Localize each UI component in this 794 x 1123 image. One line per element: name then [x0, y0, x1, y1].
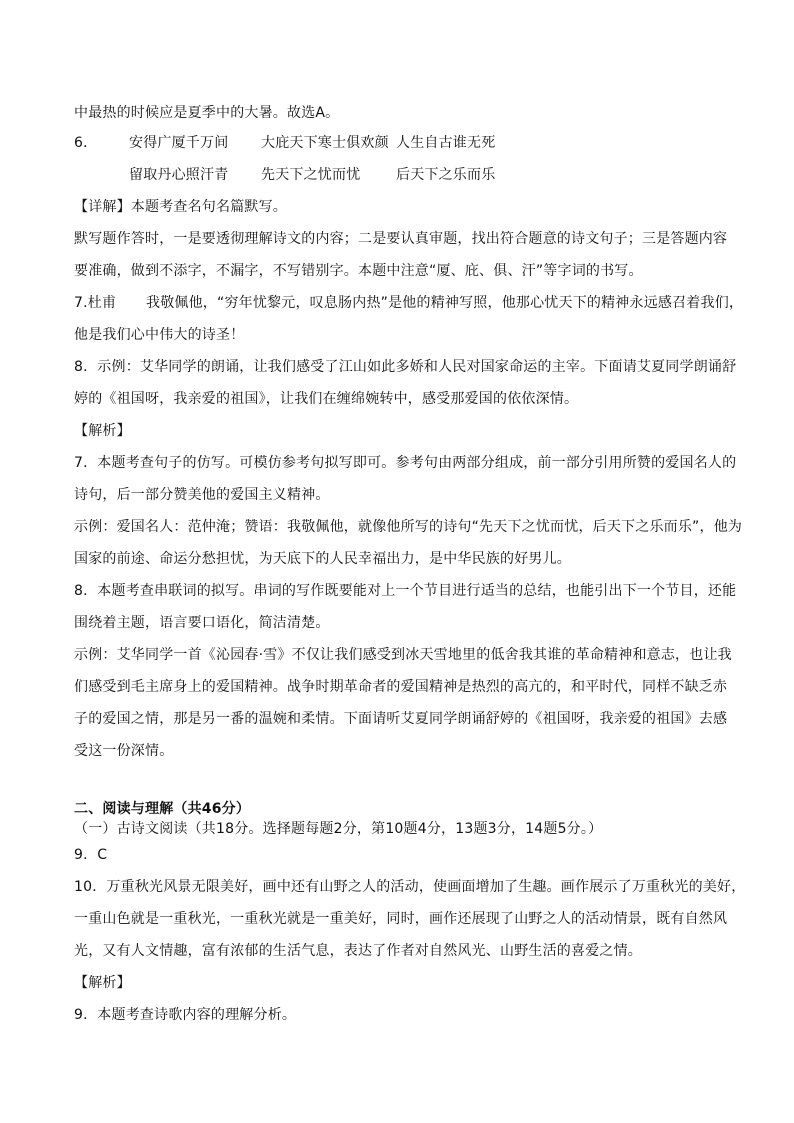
answer-text-line: 默写题作答时，一是要透彻理解诗文的内容；二是要认真审题，找出符合题意的诗文句子；三是答题内容	[74, 231, 728, 247]
answer-text-line: 示例：艾华同学一首《沁园春·雪》不仅让我们感受到冰天雪地里的低舍我其谁的革命精神和意志，也让我	[74, 647, 732, 663]
answer-text-line: 要准确，做到不添字，不漏字，不写错别字。本题中注意“厦、庇、俱、汗”等字词的书写。	[74, 263, 643, 279]
answer-text-line: 示例：爱国名人：范仲淹；赞语：我敬佩他，就像他所写的诗句“先天下之忧而忧，后天下之乐而乐”，他为	[74, 519, 743, 535]
answer-text-line: 7．本题考查句子的仿写。可模仿参考句拟写即可。参考句由两部分组成，前一部分引用所赞的爱国名人的	[74, 455, 737, 471]
question-number: 7.杜甫	[74, 295, 117, 311]
answer-text-line: 诗句，后一部分赞美他的爱国主义精神。	[74, 487, 330, 503]
answer-cell: 后天下之乐而乐	[396, 167, 496, 183]
answer-text-line: 他是我们心中伟大的诗圣！	[74, 327, 245, 343]
question-6-answers-row-2	[74, 166, 734, 184]
analysis-heading: 【解析】	[74, 423, 131, 439]
answer-text: 我敬佩他，“穷年忧黎元，叹息肠内热”是他的精神写照，他那心忧天下的精神永远感召着我们，	[146, 295, 744, 311]
answer-cell: 大庇天下寒士俱欢颜	[261, 135, 389, 151]
answer-text-line: 国家的前途、命运分愁担忧，为天底下的人民幸福出力，是中华民族的好男儿。	[74, 551, 571, 567]
question-7-answer-line	[74, 294, 744, 312]
answer-text-line: 围绕着主题，语言要口语化，简洁清楚。	[74, 615, 330, 631]
answer-cell: 人生自古谁无死	[396, 135, 496, 151]
answer-text-line: 9．本题考查诗歌内容的理解分析。	[74, 1007, 297, 1023]
section-heading: 二、阅读与理解（共46分）	[74, 801, 251, 817]
answer-text-line: 一重山色就是一重秋光，一重秋光就是一重美好，同时，画作还展现了山野之人的活动情景，既有自然风	[74, 911, 728, 927]
subsection-heading: （一）古诗文阅读（共18分。选择题每题2分，第10题4分，13题3分，14题5分。）	[74, 821, 603, 837]
answer-cell: 留取丹心照汗青	[129, 167, 229, 183]
question-6-answers-row-1	[74, 134, 734, 152]
answer-text-line: 婷的《祖国呀，我亲爱的祖国》，让我们在缠绵婉转中，感受那爱国的依依深情。	[74, 391, 579, 407]
detail-heading-line: 【详解】本题考查名句名篇默写。	[74, 199, 287, 215]
answer-cell: 安得广厦千万间	[129, 135, 229, 151]
answer-text-line: 子的爱国之情，那是另一番的温婉和柔情。下面请听艾夏同学朗诵舒婷的《祖国呀，我亲爱的祖国》去感	[74, 711, 728, 727]
answer-text-line: 10．万重秋光风景无限美好，画中还有山野之人的活动，使画面增加了生趣。画作展示了万重秋光的美好，	[74, 879, 746, 895]
answer-cell: 先天下之忧而忧	[261, 167, 361, 183]
question-number: 6．	[74, 135, 98, 151]
answer-text-line: 们感受到毛主席身上的爱国精神。战争时期革命者的爱国精神是热烈的高亢的，和平时代，同样不缺乏赤	[74, 679, 728, 695]
answer-text-line: 光，又有人文情趣，富有浓郁的生活气息，表达了作者对自然风光、山野生活的喜爱之情。	[74, 943, 642, 959]
answer-text-line: 9．C	[74, 847, 108, 863]
answer-text-line: 受这一份深情。	[74, 743, 174, 759]
answer-text-line: 8．示例：艾华同学的朗诵，让我们感受了江山如此多娇和人民对国家命运的主宰。下面请艾夏同学朗诵舒	[74, 359, 737, 375]
answer-text-line: 8．本题考查串联词的拟写。串词的写作既要能对上一个节目进行适当的总结，也能引出下一个节目，还能	[74, 583, 737, 599]
answer-text-line: 中最热的时候应是夏季中的大暑。故选A。	[74, 105, 340, 121]
analysis-heading: 【解析】	[74, 975, 131, 991]
